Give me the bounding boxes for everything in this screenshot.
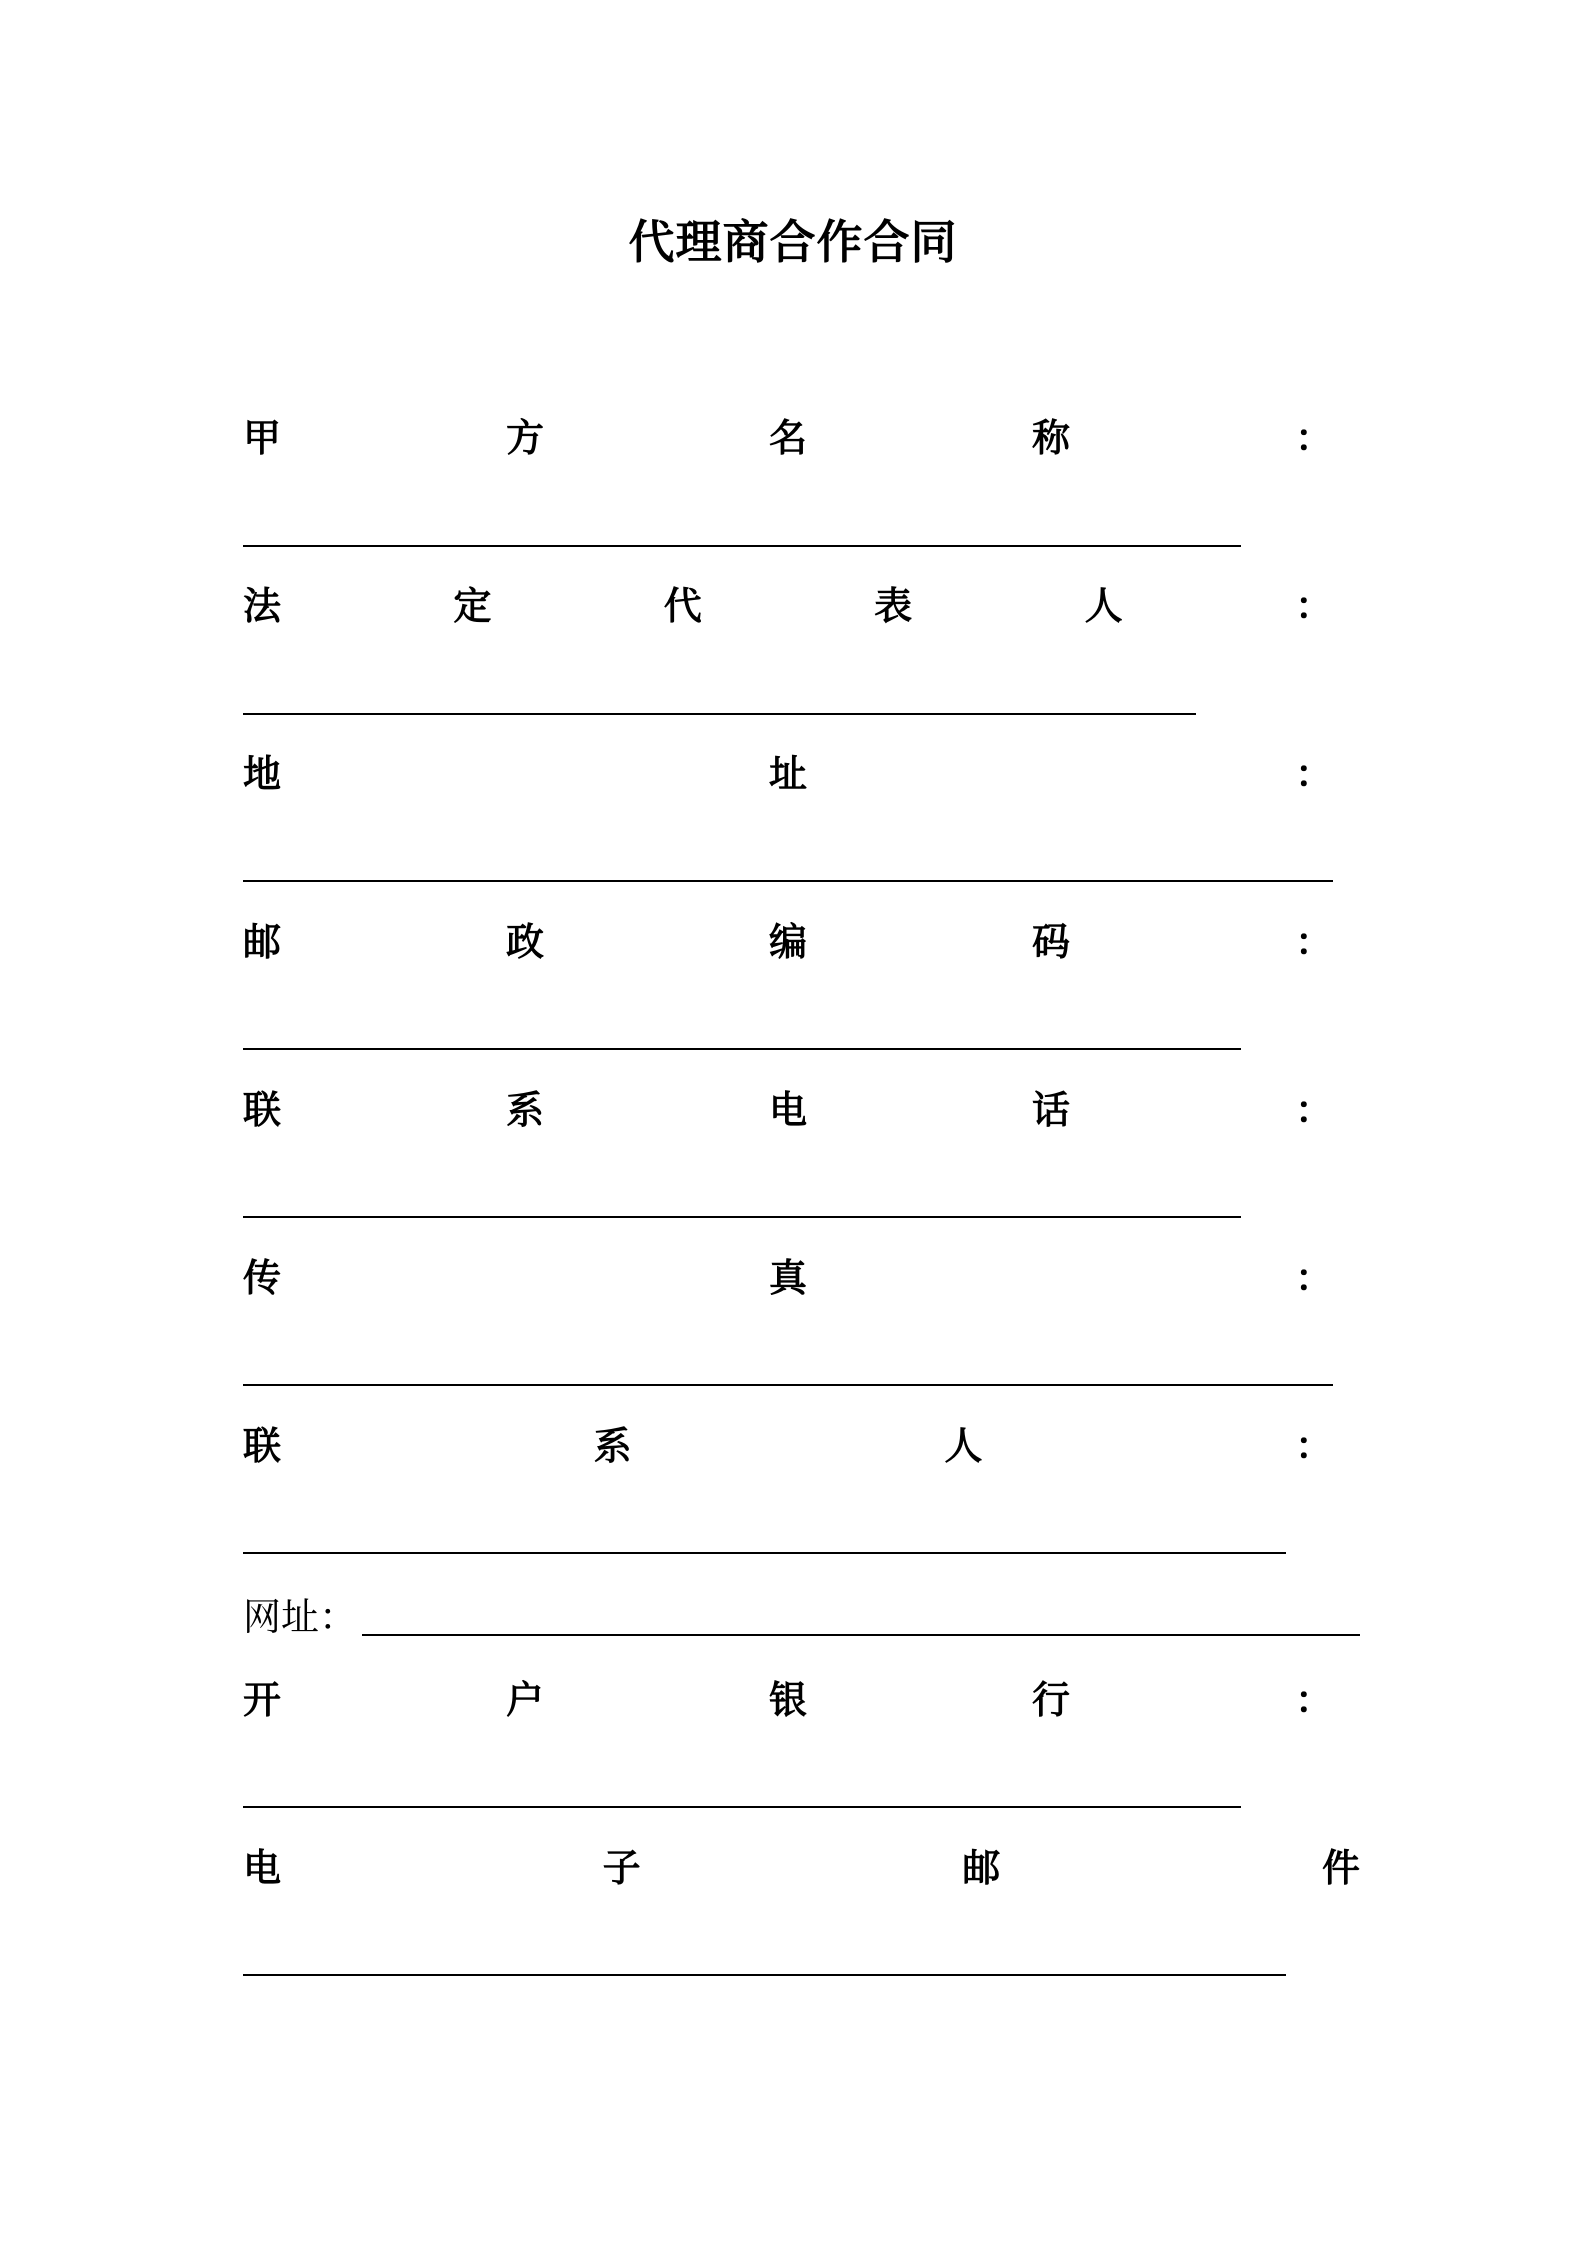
label-char: 件 xyxy=(1321,1846,1360,1890)
field-bank-blank[interactable] xyxy=(243,1806,1241,1808)
label-char: 政 xyxy=(505,920,544,964)
label-char: ： xyxy=(1294,584,1333,628)
field-fax-label xyxy=(243,1250,1333,1306)
field-phone-label xyxy=(243,1082,1333,1138)
label-char: 方 xyxy=(505,416,544,460)
label-char: 开 xyxy=(243,1678,282,1722)
label-char: 地 xyxy=(243,752,282,796)
field-legal-representative-blank[interactable] xyxy=(243,713,1196,715)
field-bank-label xyxy=(243,1672,1333,1728)
label-char: 电 xyxy=(768,1088,807,1132)
label-char: ： xyxy=(1294,416,1333,460)
field-contact-person-blank[interactable] xyxy=(243,1552,1286,1554)
label-char: 户 xyxy=(505,1678,544,1722)
field-party-a-name-blank[interactable] xyxy=(243,545,1241,547)
label-char: 子 xyxy=(602,1846,641,1890)
field-address-label xyxy=(243,746,1333,802)
label-char: 邮 xyxy=(962,1846,1001,1890)
label-char: 真 xyxy=(768,1256,807,1300)
label-char: 代 xyxy=(663,584,702,628)
field-phone-blank[interactable] xyxy=(243,1216,1241,1218)
label-char: ： xyxy=(1294,1678,1333,1722)
field-website-label: 网址： xyxy=(243,1595,358,1639)
label-char: 甲 xyxy=(243,416,282,460)
label-char: 编 xyxy=(768,920,807,964)
label-char: ： xyxy=(1294,920,1333,964)
label-char: 邮 xyxy=(243,920,282,964)
label-char: 表 xyxy=(874,584,913,628)
label-char: 码 xyxy=(1031,920,1070,964)
label-char: 电 xyxy=(243,1846,282,1890)
label-char: 系 xyxy=(593,1424,632,1468)
label-char: 系 xyxy=(505,1088,544,1132)
label-char: 人 xyxy=(1084,584,1123,628)
field-website-blank[interactable] xyxy=(362,1634,1360,1636)
field-email-blank[interactable] xyxy=(243,1974,1286,1976)
field-party-a-name-label xyxy=(243,410,1333,466)
label-char: 定 xyxy=(453,584,492,628)
label-char: 联 xyxy=(243,1088,282,1132)
label-char: ： xyxy=(1294,752,1333,796)
label-char: ： xyxy=(1294,1424,1333,1468)
label-char: 称 xyxy=(1031,416,1070,460)
field-legal-representative-label xyxy=(243,578,1333,634)
field-contact-person-label xyxy=(243,1418,1333,1474)
label-char: 址 xyxy=(768,752,807,796)
label-char: 人 xyxy=(944,1424,983,1468)
field-postal-code-blank[interactable] xyxy=(243,1048,1241,1050)
label-char: 话 xyxy=(1031,1088,1070,1132)
label-char: 传 xyxy=(243,1256,282,1300)
label-char: 行 xyxy=(1031,1678,1070,1722)
label-char: 法 xyxy=(243,584,282,628)
document-title: 代理商合作合同 xyxy=(628,215,958,269)
label-char: ： xyxy=(1294,1256,1333,1300)
label-char: 名 xyxy=(768,416,807,460)
field-address-blank[interactable] xyxy=(243,880,1333,882)
field-fax-blank[interactable] xyxy=(243,1384,1333,1386)
label-char: 联 xyxy=(243,1424,282,1468)
field-postal-code-label xyxy=(243,914,1333,970)
field-email-label xyxy=(243,1840,1360,1896)
label-char: ： xyxy=(1294,1088,1333,1132)
label-char: 银 xyxy=(768,1678,807,1722)
